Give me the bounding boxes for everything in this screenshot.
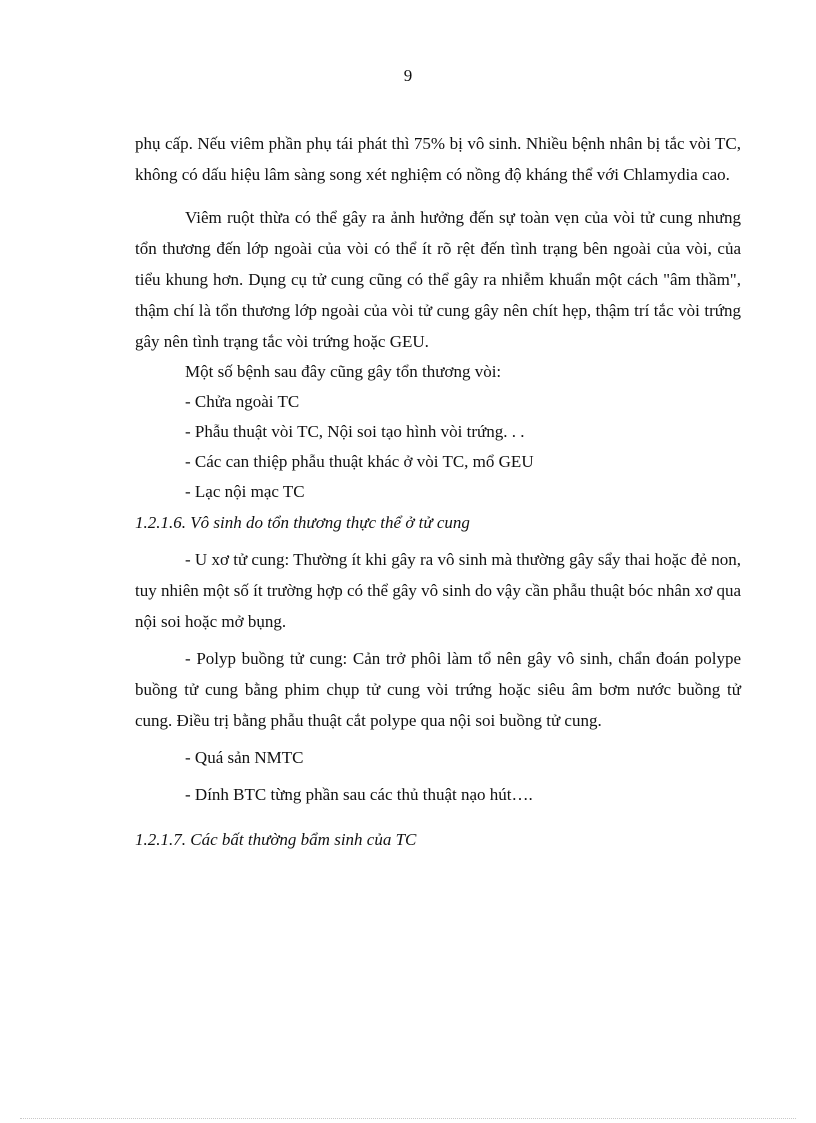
list-item: - Phẫu thuật vòi TC, Nội soi tạo hình vòi trứng. . .	[185, 422, 525, 441]
paragraph-fibroid: - U xơ tử cung: Thường ít khi gây ra vô sinh mà thường gây sẩy thai hoặc đẻ non, tuy nhiên một số ít trường hợp có thể gây vô sinh do vậy cần phẫu thuật bóc nhân xơ qua nội soi hoặc mở bụng.	[135, 550, 741, 631]
section-heading-1216: 1.2.1.6. Vô sinh do tổn thương thực thể ở tử cung	[135, 513, 470, 532]
list-item: - Các can thiệp phẫu thuật khác ở vòi TC, mổ GEU	[185, 452, 534, 471]
document-body	[135, 128, 741, 855]
list-intro: Một số bệnh sau đây cũng gây tổn thương vòi:	[185, 362, 502, 381]
page-number: 9	[403, 66, 413, 85]
paragraph-hyperplasia: - Quá sản NMTC	[185, 748, 304, 767]
section-heading-1217: 1.2.1.7. Các bất thường bẩm sinh của TC	[135, 830, 417, 849]
paragraph-adhesion: - Dính BTC từng phần sau các thủ thuật nạo hút….	[185, 785, 533, 804]
paragraph-polyp: - Polyp buồng tử cung: Cản trở phôi làm tổ nên gây vô sinh, chẩn đoán polype buồng tử cung bằng phim chụp tử cung vòi trứng hoặc siêu âm bơm nước buồng tử cung. Điều trị bằng phẫu thuật cắt polype qua nội soi buồng tử cung.	[135, 649, 741, 730]
list-item: - Chửa ngoài TC	[185, 392, 300, 411]
paragraph-continuation: phụ cấp. Nếu viêm phần phụ tái phát thì 75% bị vô sinh. Nhiều bệnh nhân bị tắc vòi TC, không có dấu hiệu lâm sàng song xét nghiệm có nồng độ kháng thể với Chlamydia cao.	[135, 134, 741, 184]
page-bottom-divider	[20, 1118, 796, 1119]
list-item: - Lạc nội mạc TC	[185, 482, 305, 501]
paragraph-appendicitis: Viêm ruột thừa có thể gây ra ảnh hưởng đến sự toàn vẹn của vòi tử cung nhưng tổn thương đến lớp ngoài của vòi có thể ít rõ rệt đến tình trạng bên ngoài của vòi, của tiểu khung hơn. Dụng cụ tử cung cũng có thể gây ra nhiễm khuẩn một cách "âm thầm", thậm chí là tổn thương lớp ngoài của vòi tử cung gây nên chít hẹp, thậm trí tắc vòi trứng gây nên tình trạng tắc vòi trứng hoặc GEU.	[135, 208, 741, 351]
